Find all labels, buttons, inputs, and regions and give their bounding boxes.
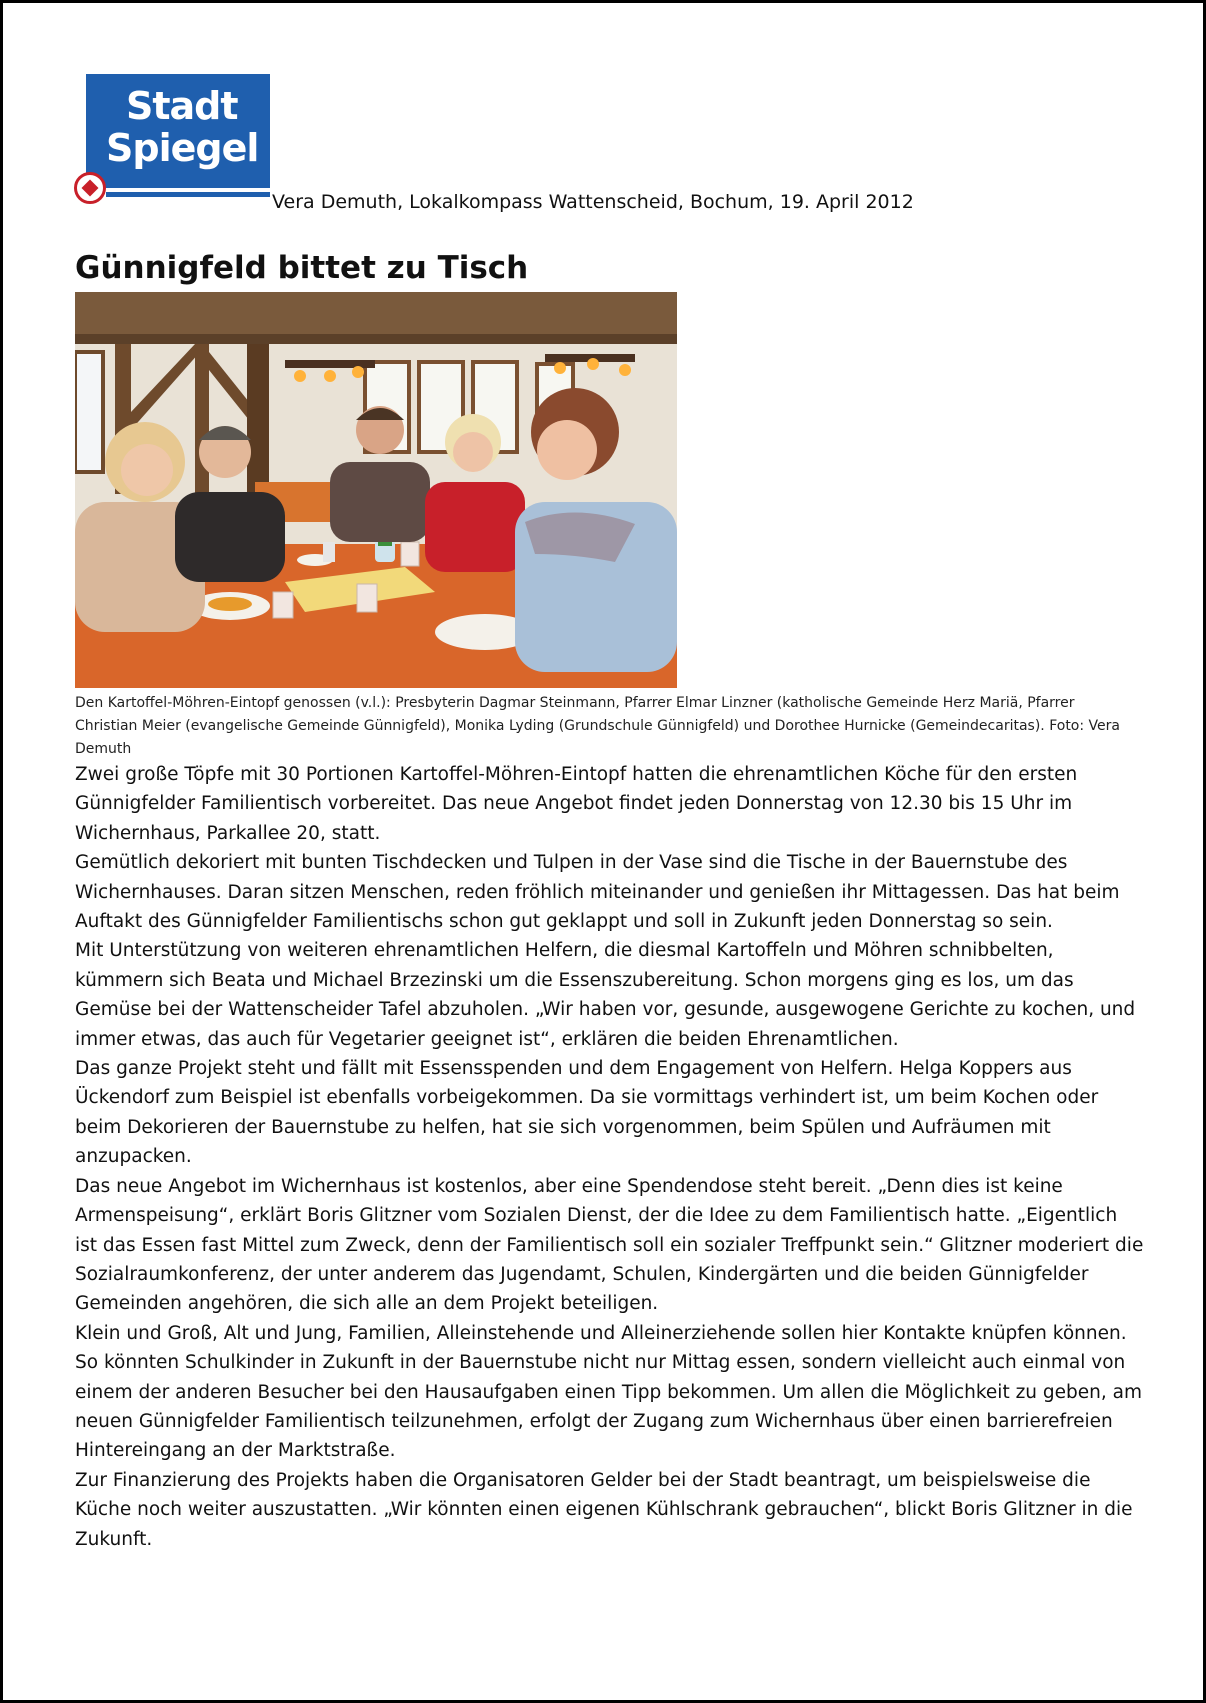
paragraph: Zwei große Töpfe mit 30 Portionen Kartoffel-Möhren-Eintopf hatten die ehrenamtlichen Köche für den ersten Günnigfelder Familientisch vorbereitet. Das neue Angebot findet jeden Donnerstag von 12.30 bis 15 Uhr im Wichernhaus, Parkallee 20, statt. — [75, 764, 1078, 844]
paragraph: Mit Unterstützung von weiteren ehrenamtlichen Helfern, die diesmal Kartoffeln und Möhren schnibbelten, kümmern sich Beata und Michael Brzezinski um die Essenszubereitung. Schon morgens ging es los, um das Gemüse bei der Wattenscheider Tafel abzuholen. „Wir haben vor, gesunde, ausgewogene Gerichte zu kochen, und immer etwas, das auch für Vegetarier geeignet ist“, erklären die beiden Ehrenamtlichen. — [75, 940, 1136, 1050]
logo-underline — [106, 192, 270, 197]
article-headline: Günnigfeld bittet zu Tisch — [75, 250, 529, 286]
logo-text-line2: Spiegel — [106, 126, 259, 170]
paragraph: Klein und Groß, Alt und Jung, Familien, Alleinstehende und Alleinerziehende sollen hier Kontakte knüpfen können. So könnten Schulkinder in Zukunft in der Bauernstube nicht nur Mittag essen, sondern vielleicht auch einmal von einem der anderen Besucher bei den Hausaufgaben einen Tipp bekommen. Um allen die Möglichkeit zu geben, am neuen Günnigfelder Familientisch teilzunehmen, erfolgt der Zugang zum Wichernhaus über einen barrierefreien Hintereingang an der Marktstraße. — [75, 1322, 1142, 1462]
paragraph: Gemütlich dekoriert mit bunten Tischdecken und Tulpen in der Vase sind die Tische in der Bauernstube des Wichernhauses. Daran sitzen Menschen, reden fröhlich miteinander und genießen ihr Mittagessen. Das hat beim Auftakt des Günnigfelder Familientischs schon gut geklappt und soll in Zukunft jeden Donnerstag so sein. — [75, 852, 1120, 933]
article-body — [75, 760, 1145, 1554]
stadtspiegel-logo — [86, 74, 270, 202]
logo-box — [86, 74, 270, 188]
paragraph: Das neue Angebot im Wichernhaus ist kostenlos, aber eine Spendendose steht bereit. „Denn dies ist keine Armenspeisung“, erklärt Boris Glitzner vom Sozialen Dienst, der die Idee zu dem Familientisch hatte. „Eigentlich ist das Essen fast Mittel zum Zweck, denn der Familientisch soll ein sozialer Treffpunkt sein.“ Glitzner moderiert die Sozialraumkonferenz, der unter anderem das Jugendamt, Schulen, Kindergärten und die beiden Günnigfelder Gemeinden angehören, die sich alle an dem Projekt beteiligen. — [75, 1175, 1144, 1315]
paragraph: Zur Finanzierung des Projekts haben die Organisatoren Gelder bei der Stadt beantragt, um beispielsweise die Küche noch weiter auszustatten. „Wir könnten einen eigenen Kühlschrank gebrauchen“, blickt Boris Glitzner in die Zukunft. — [75, 1469, 1133, 1550]
compass-emblem-icon — [74, 172, 106, 204]
paragraph: Das ganze Projekt steht und fällt mit Essensspenden und dem Engagement von Helfern. Helga Koppers aus Ückendorf zum Beispiel ist ebenfalls vorbeigekommen. Da sie vormittags verhindert ist, um beim Kochen oder beim Dekorieren der Bauernstube zu helfen, hat sie sich vorgenommen, beim Spülen und Aufräumen mit anzupacken. — [75, 1058, 1099, 1168]
logo-text-line1: Stadt — [126, 84, 238, 128]
article-byline: Vera Demuth, Lokalkompass Wattenscheid, Bochum, 19. April 2012 — [272, 191, 914, 213]
photo-caption: Den Kartoffel-Möhren-Eintopf genossen (v.l.): Presbyterin Dagmar Steinmann, Pfarrer Elmar Linzner (katholische Gemeinde Herz Mariä, Pfarrer Christian Meier (evangelische Gemeinde Günnigfeld), Monika Lyding (Grundschule Günnigfeld) und Dorothee Hurnicke (Gemeindecaritas). Foto: Vera Demuth — [75, 695, 1120, 757]
article-photo — [75, 292, 677, 688]
